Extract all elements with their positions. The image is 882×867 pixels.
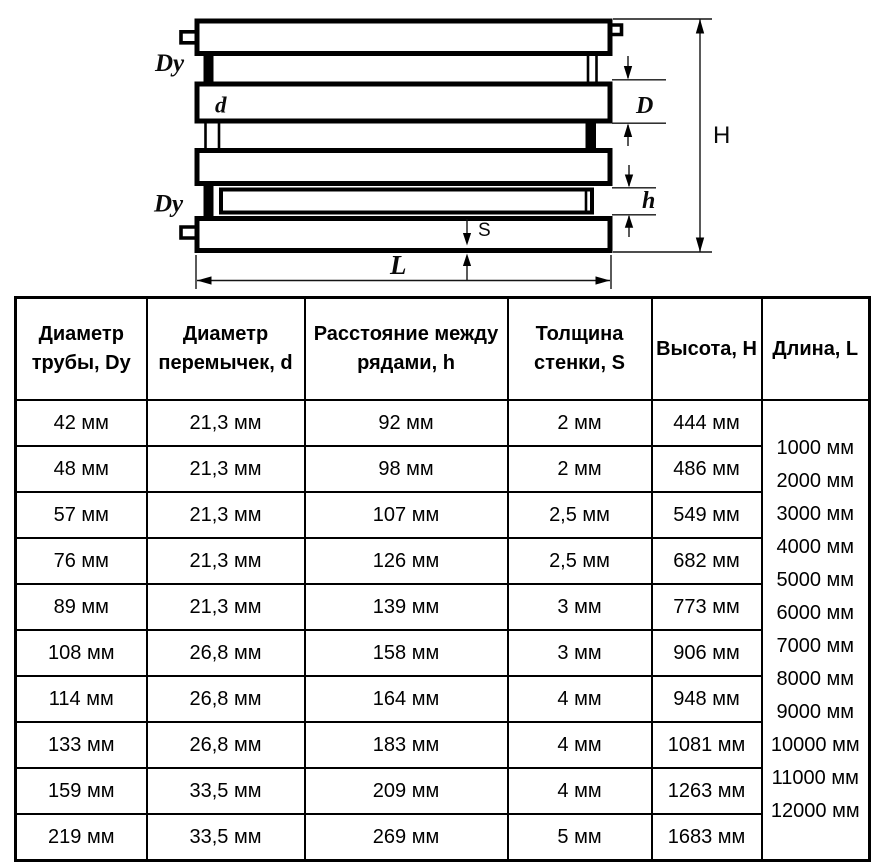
- cell-pipe-diameter: 89 мм: [16, 584, 147, 630]
- table-row: [16, 492, 870, 538]
- cell-wall-thickness: 3 мм: [508, 584, 652, 630]
- cell-wall-thickness: 2 мм: [508, 446, 652, 492]
- cell-pipe-diameter: 57 мм: [16, 492, 147, 538]
- pipe-row-1: [197, 21, 610, 54]
- length-value: 2000 мм: [776, 470, 855, 492]
- length-value: 6000 мм: [776, 602, 855, 624]
- cell-height: 773 мм: [652, 584, 762, 630]
- cell-row-spacing: 158 мм: [305, 630, 508, 676]
- col-header-jumper-diameter: Диаметр перемычек, d: [147, 298, 305, 401]
- cell-wall-thickness: 2,5 мм: [508, 538, 652, 584]
- cell-pipe-diameter: 76 мм: [16, 538, 147, 584]
- table-row: [16, 768, 870, 814]
- cell-pipe-diameter: 108 мм: [16, 630, 147, 676]
- table-row: [16, 446, 870, 492]
- col-header-pipe-diameter: Диаметр трубы, Dy: [16, 298, 147, 401]
- pipe-row-4: [221, 190, 592, 213]
- cell-jumper-diameter: 21,3 мм: [147, 446, 305, 492]
- col-header-wall-thickness: Толщина стенки, S: [508, 298, 652, 401]
- dim-h-arrow-up: [625, 215, 633, 228]
- cell-jumper-diameter: 26,8 мм: [147, 722, 305, 768]
- cell-row-spacing: 183 мм: [305, 722, 508, 768]
- register-diagram: [0, 0, 882, 295]
- jumper-left-1: [204, 54, 214, 86]
- cell-pipe-diameter: 159 мм: [16, 768, 147, 814]
- cell-height: 549 мм: [652, 492, 762, 538]
- table-row: [16, 584, 870, 630]
- cell-row-spacing: 98 мм: [305, 446, 508, 492]
- dim-L-arrow-left: [197, 276, 212, 284]
- length-value: 12000 мм: [770, 800, 860, 822]
- length-value: 3000 мм: [776, 503, 855, 525]
- dim-S-arrow-up: [463, 254, 471, 267]
- label-S: S: [478, 220, 491, 241]
- table-row: [16, 722, 870, 768]
- table-row: [16, 630, 870, 676]
- cell-jumper-diameter: 21,3 мм: [147, 400, 305, 446]
- dim-h-arrow-down: [625, 175, 633, 188]
- table-row: [16, 676, 870, 722]
- cell-jumper-diameter: 21,3 мм: [147, 492, 305, 538]
- cell-pipe-diameter: 42 мм: [16, 400, 147, 446]
- label-L: L: [390, 250, 407, 280]
- cell-jumper-diameter: 21,3 мм: [147, 538, 305, 584]
- dim-D-arrow-up: [624, 124, 632, 138]
- length-value: 9000 мм: [776, 701, 855, 723]
- dim-H-arrow-down: [696, 238, 704, 253]
- pipe-row-5: [197, 219, 610, 251]
- col-header-length: Длина, L: [762, 298, 870, 401]
- cell-height: 444 мм: [652, 400, 762, 446]
- col-header-height: Высота, H: [652, 298, 762, 401]
- length-value: 7000 мм: [776, 635, 855, 657]
- label-d: d: [215, 92, 227, 118]
- cell-height: 906 мм: [652, 630, 762, 676]
- dim-D-arrow-down: [624, 66, 632, 80]
- cell-wall-thickness: 3 мм: [508, 630, 652, 676]
- jumper-left-3: [204, 184, 214, 220]
- cell-height: 948 мм: [652, 676, 762, 722]
- pipe-row-2: [197, 84, 610, 121]
- cell-wall-thickness: 4 мм: [508, 768, 652, 814]
- cell-wall-thickness: 5 мм: [508, 814, 652, 861]
- pipe-row-3: [197, 151, 610, 184]
- cell-jumper-diameter: 33,5 мм: [147, 814, 305, 861]
- cell-pipe-diameter: 48 мм: [16, 446, 147, 492]
- cell-jumper-diameter: 26,8 мм: [147, 630, 305, 676]
- cell-row-spacing: 209 мм: [305, 768, 508, 814]
- cell-row-spacing: 92 мм: [305, 400, 508, 446]
- length-value: 8000 мм: [776, 668, 855, 690]
- table-row: [16, 400, 870, 446]
- cell-jumper-diameter: 26,8 мм: [147, 676, 305, 722]
- cell-pipe-diameter: 219 мм: [16, 814, 147, 861]
- cell-wall-thickness: 4 мм: [508, 676, 652, 722]
- cell-height: 1081 мм: [652, 722, 762, 768]
- label-dy-top: Dy: [155, 50, 185, 77]
- cell-row-spacing: 139 мм: [305, 584, 508, 630]
- cell-row-spacing: 269 мм: [305, 814, 508, 861]
- label-H: H: [713, 122, 731, 149]
- cell-length-merged: [762, 400, 870, 861]
- length-value: 4000 мм: [776, 536, 855, 558]
- cell-jumper-diameter: 21,3 мм: [147, 584, 305, 630]
- length-value: 1000 мм: [776, 437, 855, 459]
- cell-pipe-diameter: 114 мм: [16, 676, 147, 722]
- cell-row-spacing: 126 мм: [305, 538, 508, 584]
- cell-jumper-diameter: 33,5 мм: [147, 768, 305, 814]
- dimensions-table: [14, 296, 871, 862]
- table-row: [16, 538, 870, 584]
- cell-row-spacing: 107 мм: [305, 492, 508, 538]
- dim-H-arrow-up: [696, 19, 704, 34]
- cell-height: 682 мм: [652, 538, 762, 584]
- length-value: 10000 мм: [770, 734, 860, 756]
- length-value: 5000 мм: [776, 569, 855, 591]
- label-h: h: [642, 188, 656, 214]
- jumper-left-2: [206, 121, 220, 152]
- cell-wall-thickness: 2,5 мм: [508, 492, 652, 538]
- cell-row-spacing: 164 мм: [305, 676, 508, 722]
- jumper-right-1: [588, 53, 597, 84]
- label-D: D: [636, 93, 654, 119]
- cell-pipe-diameter: 133 мм: [16, 722, 147, 768]
- cell-height: 1683 мм: [652, 814, 762, 861]
- cell-height: 486 мм: [652, 446, 762, 492]
- cell-height: 1263 мм: [652, 768, 762, 814]
- cell-wall-thickness: 4 мм: [508, 722, 652, 768]
- length-value: 11000 мм: [771, 767, 859, 789]
- table-row: [16, 814, 870, 861]
- label-dy-bottom: Dy: [154, 190, 184, 218]
- cell-wall-thickness: 2 мм: [508, 400, 652, 446]
- dim-L-arrow-right: [596, 276, 611, 284]
- col-header-row-spacing: Расстояние между рядами, h: [305, 298, 508, 401]
- table-header-row: [16, 298, 870, 401]
